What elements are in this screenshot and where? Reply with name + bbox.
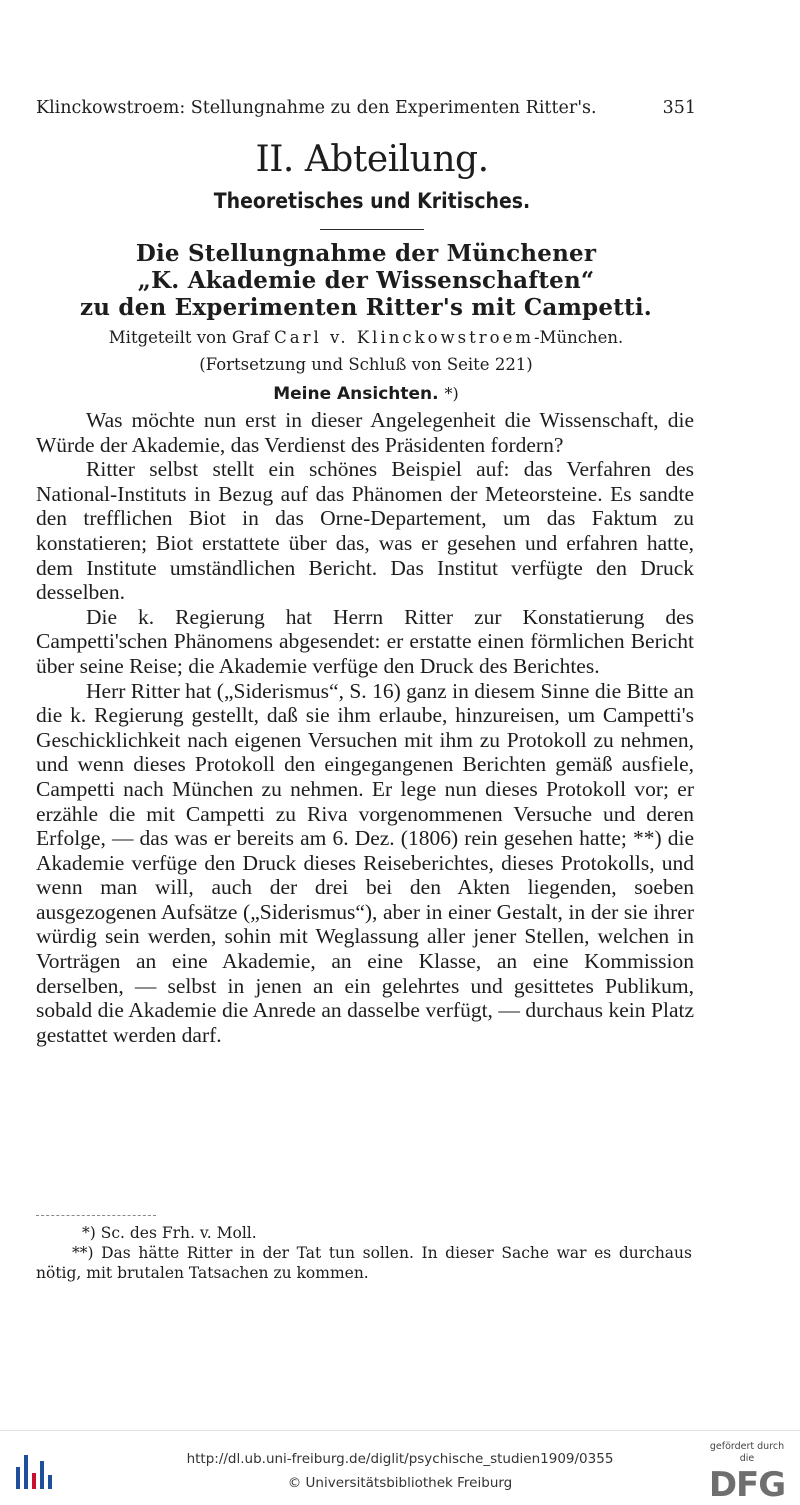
footnotes (36, 1223, 692, 1283)
article-title-line: Die Stellungnahme der Münchener (135, 240, 597, 267)
paragraph: Was möchte nun erst in dieser Angelegenheit die Wissenschaft, die Würde der Akademie, das Verdienst des Präsidenten fordern? (36, 408, 694, 457)
running-header (36, 98, 696, 118)
article-title-line: „K. Akademie der Wissenschaften“ (137, 267, 595, 294)
footnote-marker: *) (444, 384, 459, 403)
byline (36, 327, 696, 349)
paragraph: Ritter selbst stellt ein schönes Beispiel auf: das Verfahren des National-Instituts in Bezug auf das Phänomen der Meteorsteine. Es sandte den trefflichen Biot in das Orne-Departement, um das Faktum zu konstatieren; Biot erstattete über das, was er gesehen und erfahren hatte, dem Institute umständlichen Bericht. Das Institut verfügte den Druck desselben. (36, 457, 694, 605)
paragraph: Die k. Regierung hat Herrn Ritter zur Konstatierung des Campetti'schen Phänomens abgesendet: er erstatte einen förmlichen Bericht über seine Reise; die Akademie verfüge den Druck des Berichtes. (36, 604, 694, 678)
article-title (36, 240, 696, 321)
page-number: 351 (662, 98, 696, 118)
dfg-funding-block (702, 1441, 792, 1505)
byline-prefix: Mitgeteilt von Graf (108, 328, 269, 347)
paragraph: Herr Ritter hat („Siderismus“, S. 16) ganz in diesem Sinne die Bitte an die k. Regierung gestellt, daß sie ihm erlaube, hinzureisen, um Campetti's Geschicklichkeit nach eigenen Versuchen mit ihm zu Protokoll zu nehmen, und wenn dieses Protokoll den eingegangenen Berichten gemäß ausfiele, Campetti nach München zu nehmen. Er lege nun dieses Protokoll vor; er erzähle die mit Campetti zu Riva vorgenommenen Versuche und deren Erfolge, — das was er bereits am 6. Dez. (1806) rein gesehen hatte; **) die Akademie verfüge den Druck dieses Reiseberichtes, dieses Protokolls, und wenn man will, auch der drei bei den Akten liegenden, soeben ausgezogenen Aufsätze („Siderismus“), aber in einer Gestalt, in der sie ihrer würdig sein werden, sohin mit Weglassung aller jener Stellen, welchen in Vorträgen an eine Akademie, an eine Klasse, an eine Kommission derselben, — selbst in jenen an ein gelehrtes und gesittetes Publikum, sobald die Akademie die Anrede an dasselbe verfügt, — durchaus kein Platz gestattet werden darf. (36, 678, 694, 1047)
footnote-separator (36, 1215, 156, 1216)
funding-note: gefördert durch die (709, 1441, 785, 1464)
permalink-url[interactable]: http://dl.ub.uni-freiburg.de/diglit/psychische_studien1909/0355 (186, 1451, 614, 1467)
viewer-footer (0, 1430, 800, 1505)
article-body (36, 408, 694, 1047)
footnote: **) Das hätte Ritter in der Tat tun sollen. In dieser Sache war es durchaus nötig, mit brutalen Tatsachen zu kommen. (36, 1244, 692, 1282)
dfg-logo-icon: DFG (708, 1465, 786, 1505)
subheading (36, 383, 696, 405)
continuation-note: (Fortsetzung und Schluß von Seite 221) (199, 355, 533, 374)
section-subtitle: Theoretisches und Kritisches. (213, 189, 531, 213)
subheading-text: Meine Ansichten. (273, 384, 439, 404)
footnote: *) Sc. des Frh. v. Moll. (82, 1224, 257, 1242)
section-divider (320, 229, 424, 230)
byline-suffix: -München. (533, 328, 624, 347)
article-title-line: zu den Experimenten Ritter's mit Campetti. (80, 294, 652, 321)
copyright-notice: © Universitätsbibliothek Freiburg (287, 1475, 513, 1491)
running-title: Klinckowstroem: Stellungnahme zu den Experimenten Ritter's. (36, 98, 597, 118)
author-name: Carl v. Klinckowstroem (274, 328, 534, 347)
section-title: II. Abteilung. (255, 139, 489, 180)
